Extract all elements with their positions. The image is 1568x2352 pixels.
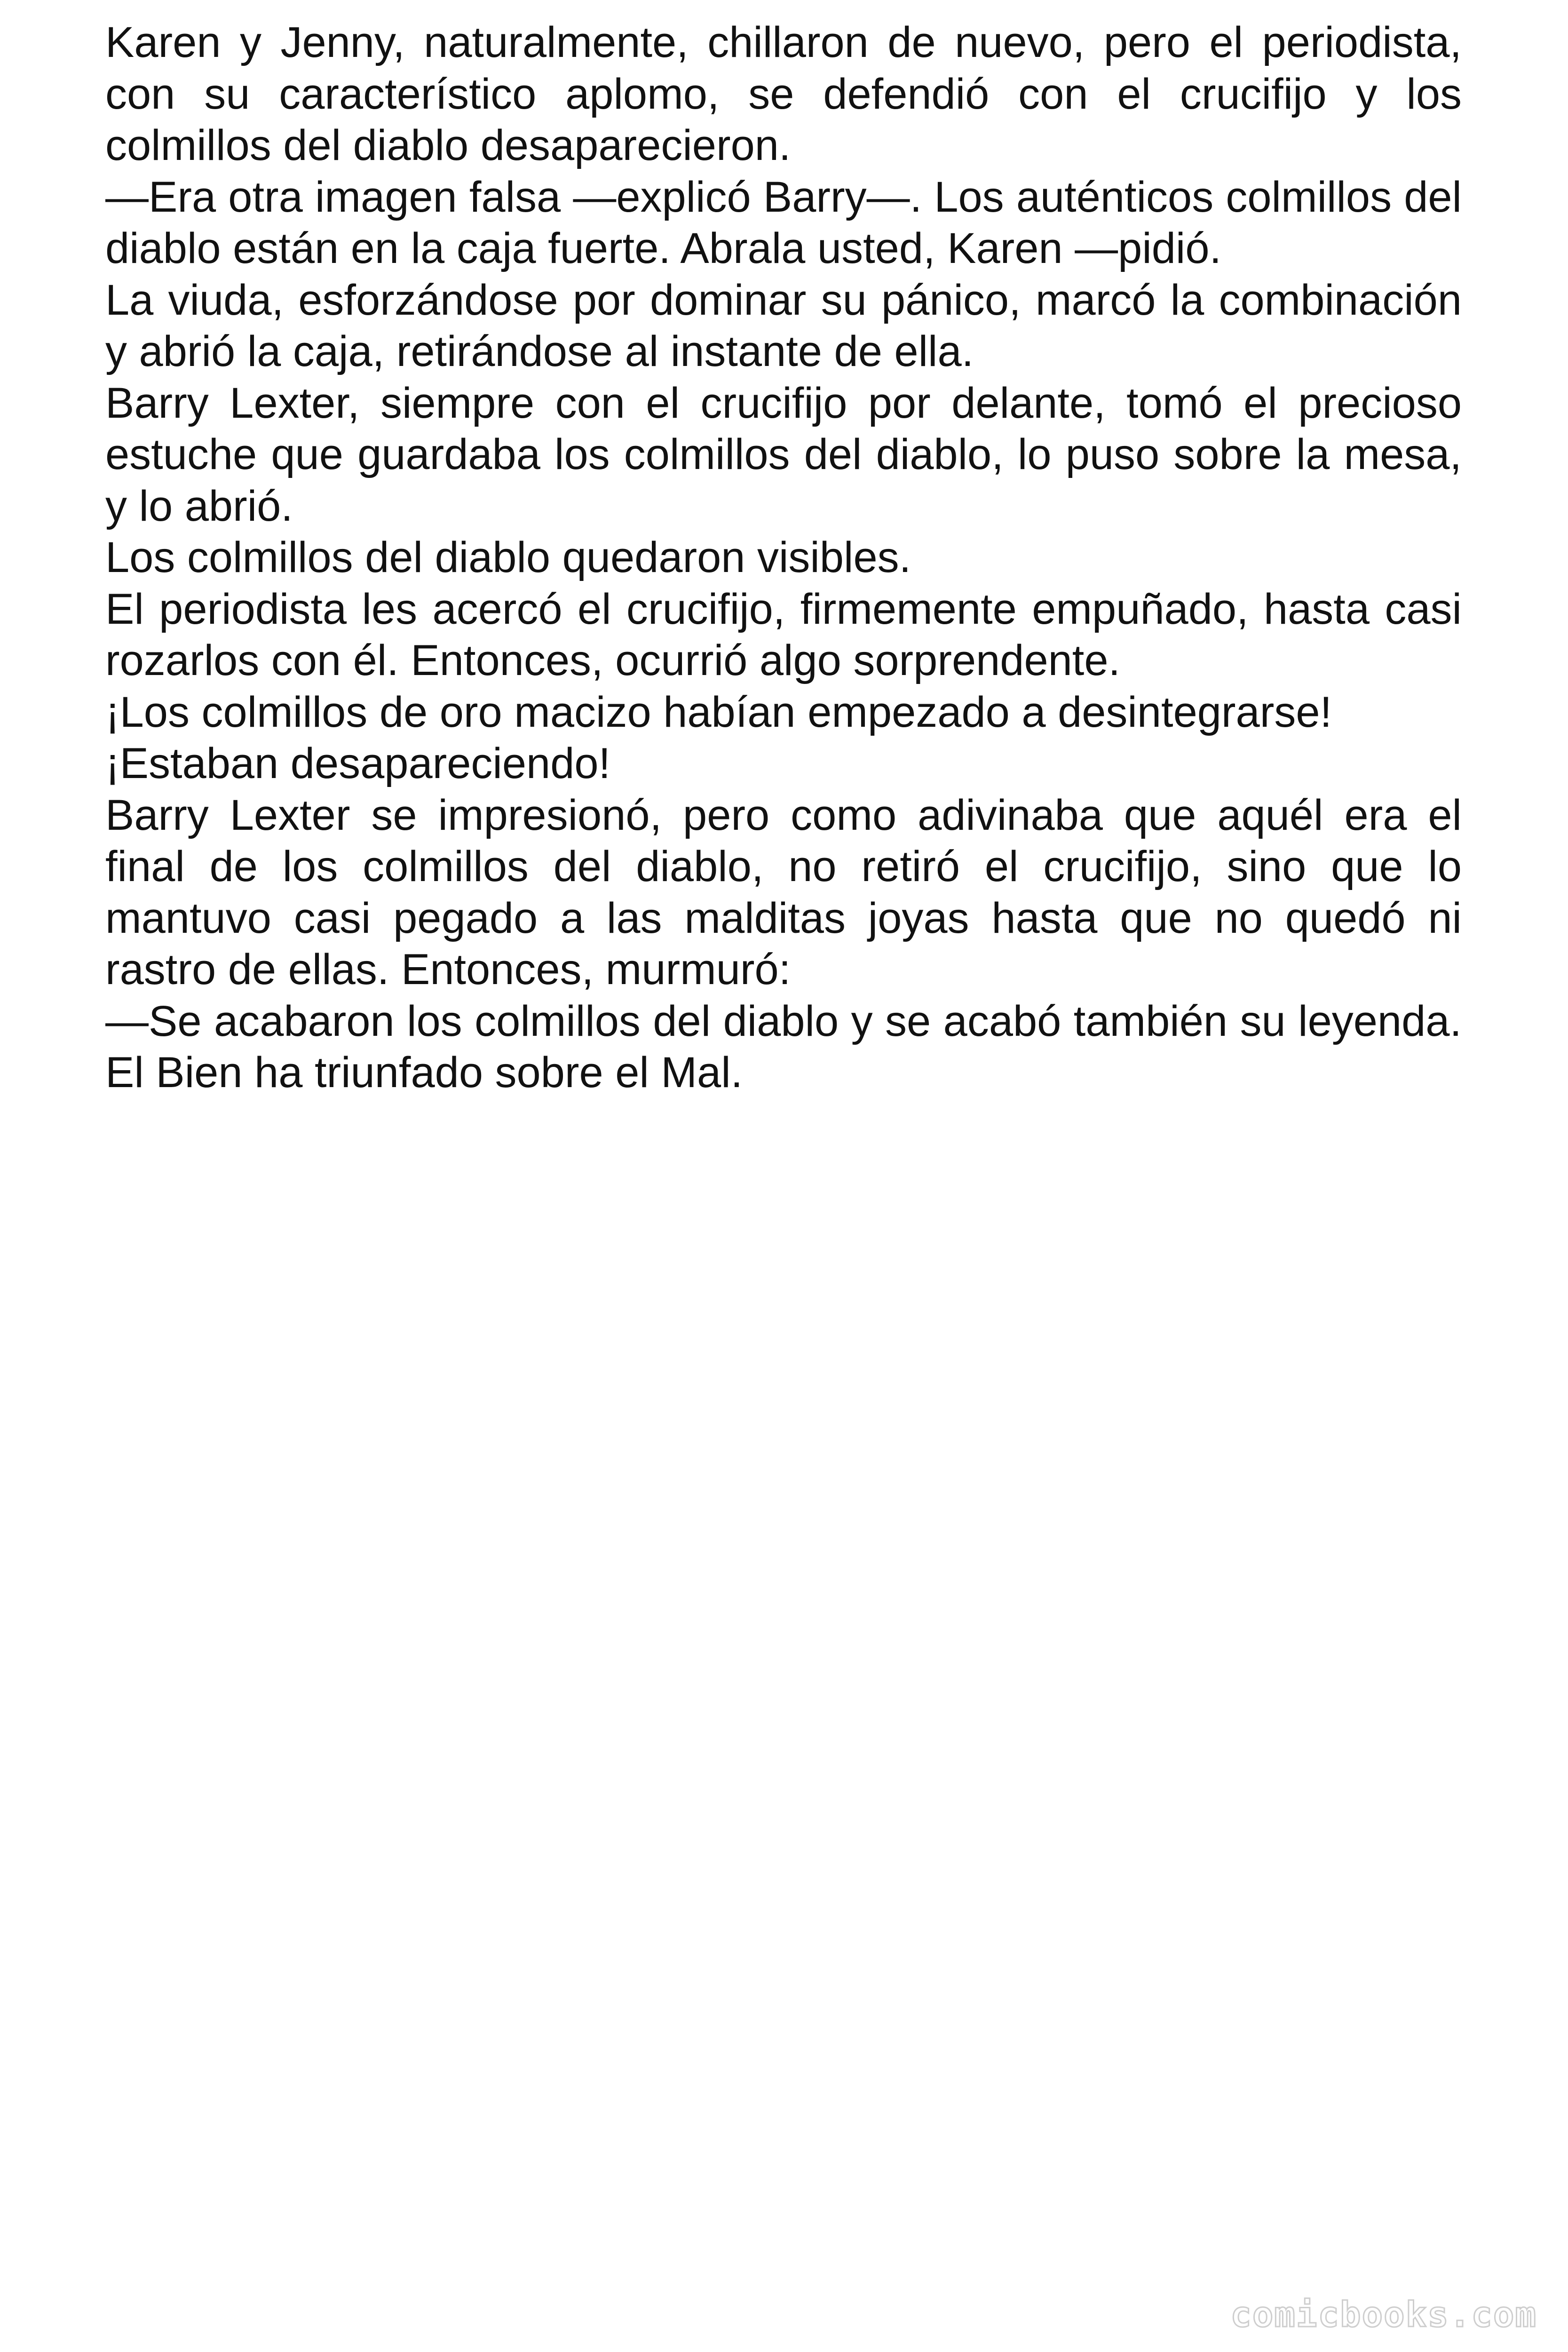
paragraph-5: Los colmillos del diablo quedaron visibles. [105, 533, 911, 581]
paragraph-8: ¡Estaban desapareciendo! [105, 739, 611, 787]
page-text [105, 17, 1462, 1099]
paragraph-4: Barry Lexter, siempre con el crucifijo por delante, tomó el precioso estuche que guardaba los colmillos del diablo, lo puso sobre la mesa, y lo abrió. [105, 379, 1462, 530]
paragraph-1: Karen y Jenny, naturalmente, chillaron de nuevo, pero el periodista, con su característico aplomo, se defendió con el crucifijo y los colmillos del diablo desaparecieron. [105, 18, 1462, 169]
paragraph-10: —Se acabaron los colmillos del diablo y se acabó también su leyenda. El Bien ha triunfado sobre el Mal. [105, 997, 1462, 1097]
paragraph-7: ¡Los colmillos de oro macizo habían empezado a desintegrarse! [105, 688, 1332, 736]
paragraph-6: El periodista les acercó el crucifijo, firmemente empuñado, hasta casi rozarlos con él. Entonces, ocurrió algo sorprendente. [105, 585, 1462, 684]
paragraph-9: Barry Lexter se impresionó, pero como adivinaba que aquél era el final de los colmillos del diablo, no retiró el crucifijo, sino que lo mantuvo casi pegado a las malditas joyas hasta que no quedó ni rastro de ellas. Entonces, murmuró: [105, 791, 1462, 993]
paragraph-3: La viuda, esforzándose por dominar su pánico, marcó la combinación y abrió la caja, retirándose al instante de ella. [105, 276, 1462, 375]
site-watermark: comicbooks.com [1230, 2295, 1537, 2335]
paragraph-2: —Era otra imagen falsa —explicó Barry—. Los auténticos colmillos del diablo están en la caja fuerte. Abrala usted, Karen —pidió. [105, 173, 1462, 272]
